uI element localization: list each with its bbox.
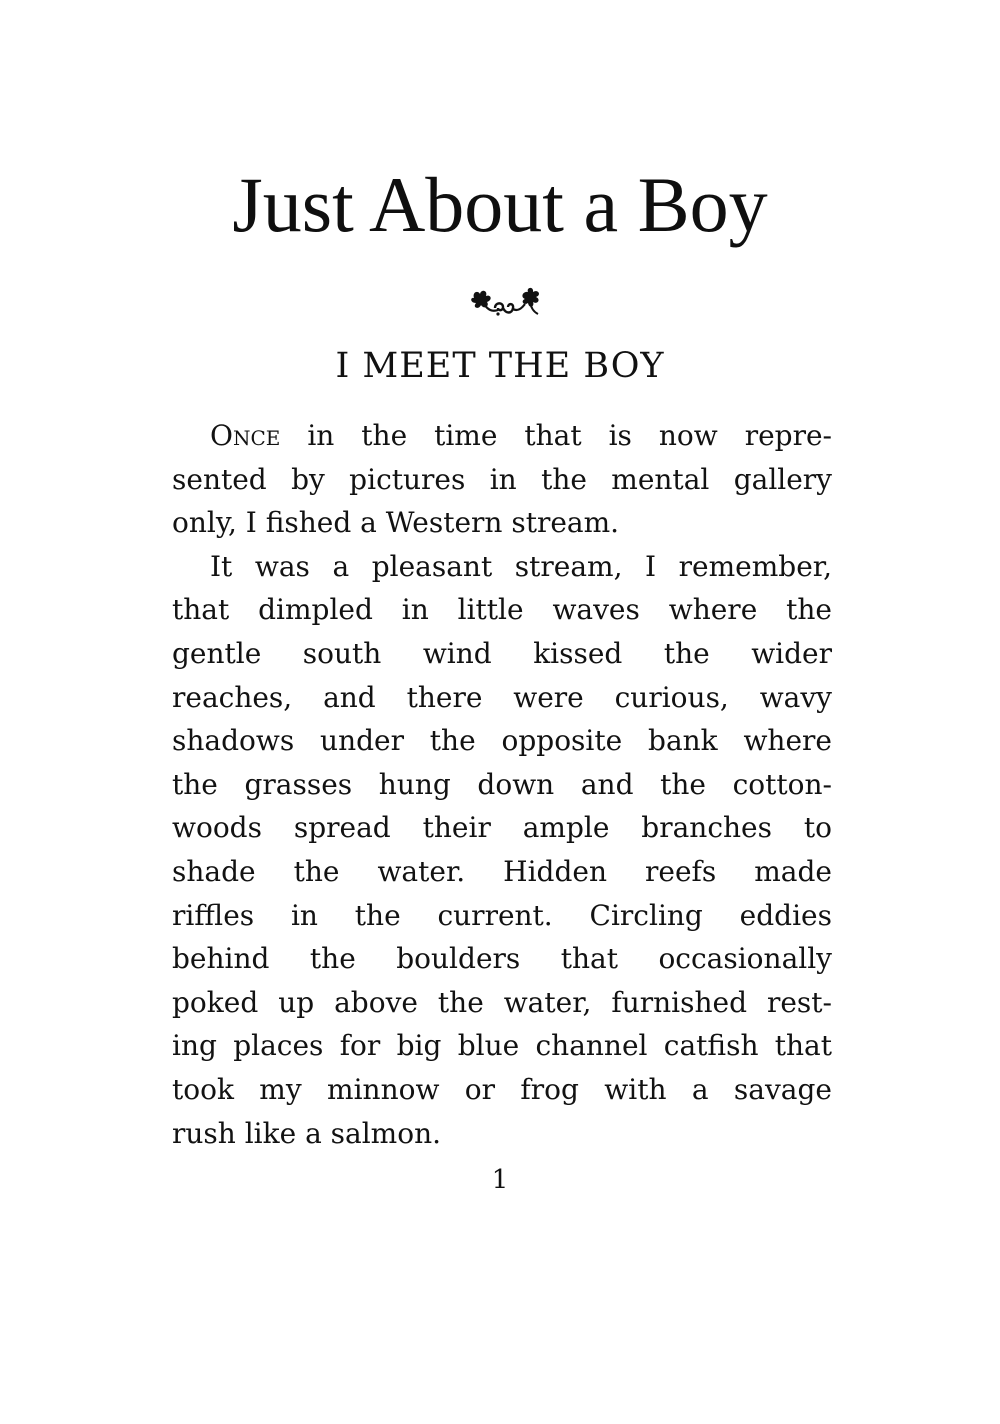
- text-line: behind the boulders that occasionally: [172, 942, 832, 976]
- text-line: the grasses hung down and the cotton-: [172, 767, 832, 801]
- chapter-body: [172, 414, 832, 1155]
- text-line: riffles in the current. Circling eddies: [172, 898, 832, 932]
- text-line: gentle south wind kissed the wider: [172, 636, 832, 670]
- text-line: poked up above the water, furnished rest-: [172, 985, 832, 1019]
- text-line: shadows under the opposite bank where: [172, 724, 832, 758]
- paragraph-2: [172, 545, 832, 1155]
- text-line: that dimpled in little waves where the: [172, 593, 832, 627]
- chapter-title: I MEET THE BOY: [335, 346, 665, 386]
- page-number: 1: [491, 1165, 509, 1195]
- text-line: only, I fished a Western stream.: [172, 506, 620, 540]
- text-line: shade the water. Hidden reefs made: [172, 854, 832, 888]
- book-title: Just About a Boy: [232, 161, 768, 248]
- text-line: It was a pleasant stream, I remember,: [210, 549, 832, 583]
- fleuron-ornament-icon: [468, 284, 544, 320]
- text-line: Once in the time that is now repre-: [210, 419, 832, 452]
- text-line: ing places for big blue channel catfish that: [172, 1029, 832, 1063]
- text-line: took my minnow or frog with a savage: [172, 1072, 832, 1106]
- paragraph-1: [172, 414, 832, 545]
- text-line: reaches, and there were curious, wavy: [172, 680, 832, 714]
- drop-word: Once: [210, 419, 281, 452]
- text-line: rush like a salmon.: [172, 1116, 442, 1150]
- text-line: woods spread their ample branches to: [172, 811, 832, 845]
- text-line: sented by pictures in the mental gallery: [172, 462, 832, 496]
